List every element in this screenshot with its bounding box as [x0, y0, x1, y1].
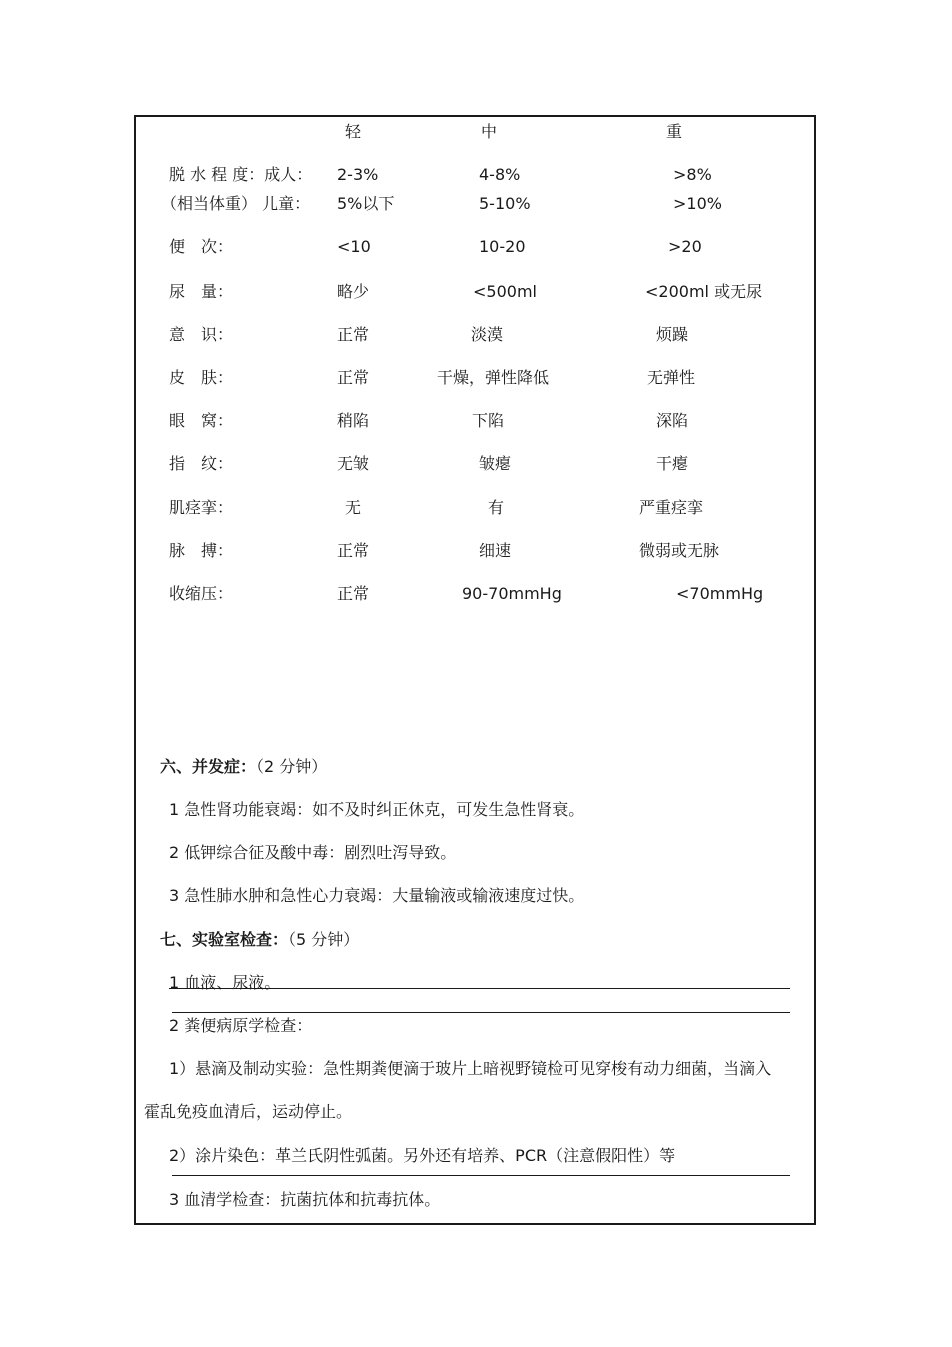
row-stool-severe: >20	[668, 237, 702, 256]
row-stool-label: 便 次：	[169, 237, 234, 256]
row-systolic-label: 收缩压：	[169, 584, 234, 603]
row-fingerprint-label: 指 纹：	[169, 454, 234, 473]
row-pulse-label: 脉 搏：	[169, 541, 234, 560]
dehydration-child-label: （相当体重） 儿童：	[161, 194, 311, 213]
header-moderate: 中	[481, 122, 498, 141]
section7-item-1: 1 血液、尿液。	[169, 973, 281, 992]
row-pulse-moderate: 细速	[479, 541, 512, 560]
section7-item-3: 3 血清学检查：抗菌抗体和抗毒抗体。	[169, 1190, 441, 1209]
dehydration-adult-mild: 2-3%	[337, 165, 379, 184]
row-urine-moderate: <500ml	[473, 282, 537, 301]
row-skin-mild: 正常	[337, 368, 370, 387]
row-fingerprint-mild: 无皱	[337, 454, 370, 473]
row-stool-mild: <10	[337, 237, 371, 256]
section7-item-2-1-line2: 霍乱免疫血清后，运动停止。	[144, 1102, 353, 1121]
section6-item-1: 1 急性肾功能衰竭：如不及时纠正休克，可发生急性肾衰。	[169, 800, 585, 819]
row-consciousness-label: 意 识：	[169, 325, 234, 344]
row-consciousness-moderate: 淡漠	[471, 325, 504, 344]
section6-title: 六、并发症：	[160, 757, 257, 776]
dehydration-adult-label: 脱 水 程 度：成人：	[169, 165, 313, 184]
section6-time: （2 分钟）	[256, 757, 328, 776]
section7-time: （5 分钟）	[288, 930, 360, 949]
row-pulse-mild: 正常	[337, 541, 370, 560]
row-skin-moderate: 干燥，弹性降低	[437, 368, 550, 387]
row-urine-mild: 略少	[337, 282, 370, 301]
row-systolic-severe: <70mmHg	[676, 584, 764, 603]
underline-rule	[169, 988, 790, 989]
row-skin-label: 皮 肤：	[169, 368, 234, 387]
section6-item-2: 2 低钾综合征及酸中毒：剧烈吐泻导致。	[169, 843, 457, 862]
row-pulse-severe: 微弱或无脉	[639, 541, 720, 560]
section7-item-2-2: 2）涂片染色：革兰氏阴性弧菌。另外还有培养、PCR（注意假阳性）等	[169, 1146, 676, 1165]
row-consciousness-mild: 正常	[337, 325, 370, 344]
row-urine-severe: <200ml 或无尿	[645, 282, 763, 301]
row-fingerprint-moderate: 皱瘪	[479, 454, 512, 473]
row-eye-socket-mild: 稍陷	[337, 411, 370, 430]
dehydration-adult-moderate: 4-8%	[479, 165, 521, 184]
dehydration-adult-severe: >8%	[673, 165, 712, 184]
section6-heading	[160, 757, 327, 777]
section7-title: 七、实验室检查：	[160, 930, 289, 949]
row-cramp-mild: 无	[345, 498, 362, 517]
row-systolic-mild: 正常	[337, 584, 370, 603]
row-eye-socket-label: 眼 窝：	[169, 411, 234, 430]
header-severe: 重	[666, 122, 683, 141]
dehydration-child-severe: >10%	[673, 194, 722, 213]
underline-rule	[172, 1175, 790, 1176]
dehydration-child-mild: 5%以下	[337, 194, 395, 213]
row-fingerprint-severe: 干瘪	[656, 454, 689, 473]
row-cramp-severe: 严重痉挛	[639, 498, 704, 517]
row-skin-severe: 无弹性	[647, 368, 696, 387]
row-consciousness-severe: 烦躁	[656, 325, 689, 344]
row-eye-socket-severe: 深陷	[656, 411, 689, 430]
underline-rule	[172, 1012, 790, 1013]
dehydration-child-moderate: 5-10%	[479, 194, 531, 213]
section7-item-2-1-line1: 1）悬滴及制动实验：急性期粪便滴于玻片上暗视野镜检可见穿梭有动力细菌，当滴入	[169, 1059, 772, 1078]
row-cramp-moderate: 有	[488, 498, 505, 517]
row-systolic-moderate: 90-70mmHg	[462, 584, 562, 603]
section7-item-2: 2 粪便病原学检查：	[169, 1016, 313, 1035]
row-eye-socket-moderate: 下陷	[472, 411, 505, 430]
section7-heading	[160, 930, 359, 950]
section6-item-3: 3 急性肺水肿和急性心力衰竭：大量输液或输液速度过快。	[169, 886, 585, 905]
row-stool-moderate: 10-20	[479, 237, 526, 256]
header-mild: 轻	[345, 122, 362, 141]
row-urine-label: 尿 量：	[169, 282, 234, 301]
row-cramp-label: 肌痉挛：	[169, 498, 234, 517]
